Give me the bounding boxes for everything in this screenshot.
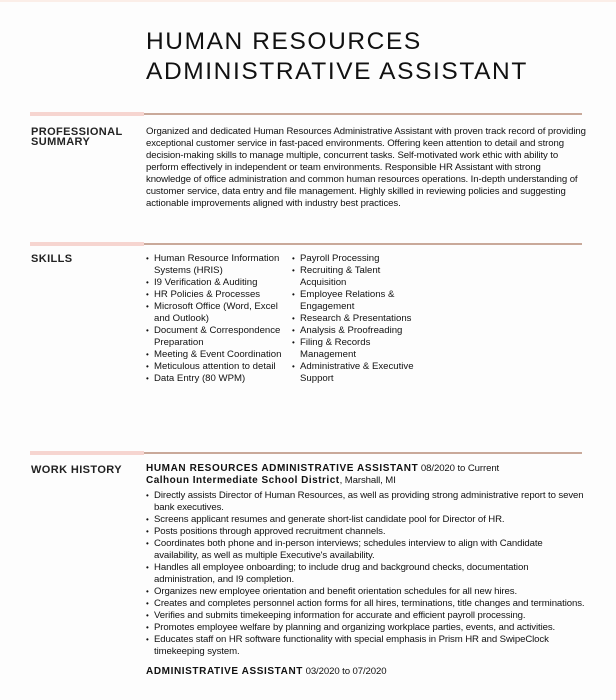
job-header <box>146 666 586 678</box>
title-line-2: ADMINISTRATIVE ASSISTANT <box>146 58 528 85</box>
job-dates: 08/2020 to Current <box>420 463 500 474</box>
title-line-1: HUMAN RESOURCES <box>146 28 422 55</box>
job-entry <box>146 463 586 678</box>
skills-heading: SKILLS <box>31 253 73 265</box>
job-duty: • Verifies and submits timekeeping information for accurate and efficient payroll processing. <box>146 610 586 622</box>
skill-item: • Administrative & Executive Support <box>292 361 422 385</box>
job-duty: • Creates and completes personnel action forms for all hires, terminations, title changes and terminations. <box>146 598 586 610</box>
summary-heading-line-1: PROFESSIONAL <box>31 126 123 138</box>
skill-item: • Recruiting & Talent Acquisition <box>292 265 422 289</box>
job-title: ADMINISTRATIVE ASSISTANT <box>146 666 303 677</box>
skill-item: • Payroll Processing <box>292 253 422 265</box>
skill-item: • Meticulous attention to detail <box>146 361 286 373</box>
divider-accent <box>30 112 144 116</box>
job-duty: • Organizes new employee orientation and benefit orientation schedules for all new hires. <box>146 586 586 598</box>
company-name: Calhoun Intermediate School District <box>146 475 340 486</box>
work-history-heading: WORK HISTORY <box>31 464 122 476</box>
section-divider <box>30 243 582 245</box>
resume-title <box>146 27 528 87</box>
divider-accent <box>30 242 144 246</box>
skill-item: • Data Entry (80 WPM) <box>146 373 286 385</box>
section-divider <box>30 452 582 454</box>
job-duty: • Coordinates both phone and in-person interviews; schedules interview to align with Candidate availability, as well as multiple Executive's availability. <box>146 538 586 562</box>
company-location: , Marshall, MI <box>339 475 396 486</box>
skill-item: • I9 Verification & Auditing <box>146 277 286 289</box>
skill-item: • HR Policies & Processes <box>146 289 286 301</box>
skill-item: • Employee Relations & Engagement <box>292 289 422 313</box>
job-duty: • Promotes employee welfare by planning and organizing workplace parties, events, and activities. <box>146 622 586 634</box>
skills-list-column-1 <box>146 253 286 385</box>
skill-item: • Meeting & Event Coordination <box>146 349 286 361</box>
summary-text: Organized and dedicated Human Resources Administrative Assistant with proven track record of providing exceptional customer service in fast-paced environments. Offering keen attention to detail and strong decision-making skills to manage multiple, concurrent tasks. Self-motivated work ethic with ability to perform effectively in independent or team environments. Responsible HR Assistant with strong knowledge of office administration and common human resources operations. In-depth understanding of customer service, data entry and file management. Highly skilled in reviewing policies and suggesting actionable improvements aligned with industry best practices. <box>146 126 586 209</box>
job-duty: • Directly assists Director of Human Resources, as well as providing strong administrative report to seven bank executives. <box>146 490 586 514</box>
job-duties-list <box>146 490 586 658</box>
skills-list-column-2 <box>292 253 422 385</box>
skill-item: • Research & Presentations <box>292 313 422 325</box>
divider-accent <box>30 451 144 455</box>
job-duty: • Posts positions through approved recruitment channels. <box>146 526 586 538</box>
job-duty: • Handles all employee onboarding; to include drug and background checks, documentation administration, and I9 completion. <box>146 562 586 586</box>
skill-item: • Human Resource Information Systems (HRIS) <box>146 253 286 277</box>
section-divider <box>30 113 582 115</box>
skill-item: • Microsoft Office (Word, Excel and Outlook) <box>146 301 286 325</box>
job-dates: 03/2020 to 07/2020 <box>305 666 387 677</box>
job-duty: • Educates staff on HR software functionality with special emphasis in Prism HR and SwipeClock timekeeping system. <box>146 634 586 658</box>
summary-heading <box>31 127 123 147</box>
job-company-line <box>146 475 586 487</box>
skill-item: • Analysis & Proofreading <box>292 325 422 337</box>
skill-item: • Filing & Records Management <box>292 337 422 361</box>
summary-heading-line-2: SUMMARY <box>31 136 91 148</box>
job-header <box>146 463 586 475</box>
job-duty: • Screens applicant resumes and generate short-list candidate pool for Director of HR. <box>146 514 586 526</box>
skill-item: • Document & Correspondence Preparation <box>146 325 286 349</box>
top-border <box>0 0 616 2</box>
job-title: HUMAN RESOURCES ADMINISTRATIVE ASSISTANT <box>146 463 419 474</box>
